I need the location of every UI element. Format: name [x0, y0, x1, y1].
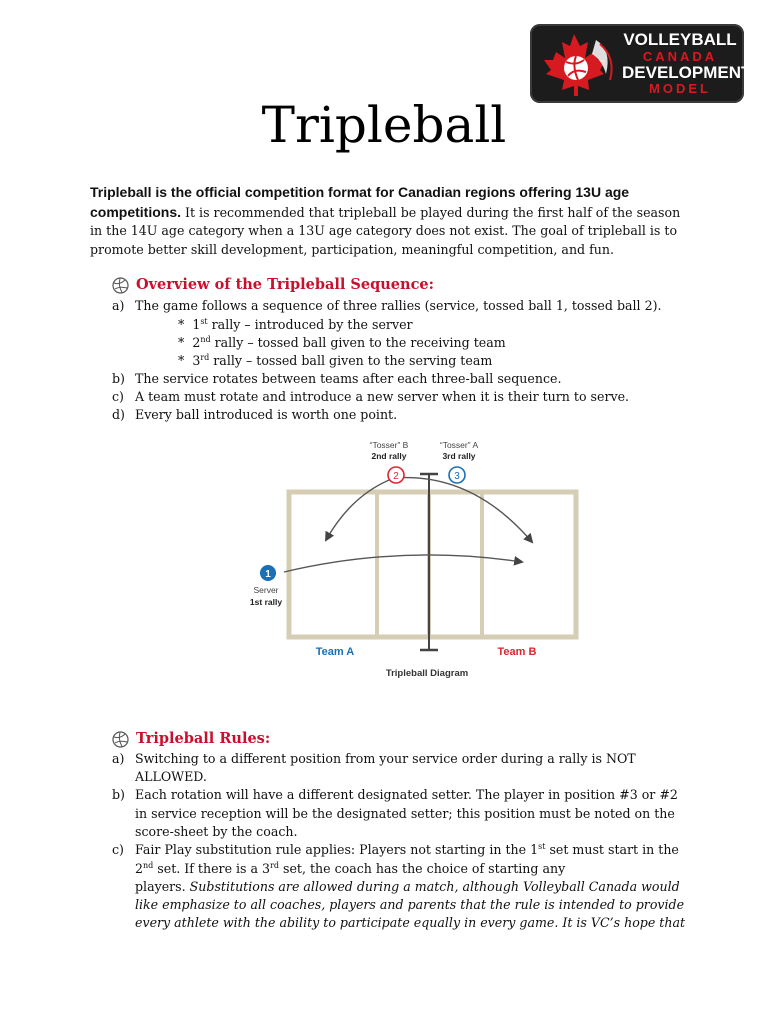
rule-b-line-3: score-sheet by the coach.	[135, 824, 298, 839]
rule-label: b)	[112, 787, 125, 802]
volleyball-icon	[112, 277, 129, 294]
rule-label: c)	[112, 842, 124, 857]
tosser-a-rally: 3rd rally	[442, 451, 476, 461]
circle-1-num: 1	[265, 569, 271, 580]
rule-c-sup: st	[538, 841, 546, 851]
rule-c-text: 2	[135, 861, 144, 876]
item-label: b)	[112, 371, 125, 386]
sub-text: rally – introduced by the server	[207, 317, 413, 332]
sub-num: 3	[192, 353, 201, 368]
circle-2-num: 2	[393, 471, 399, 482]
rule-c-line-2	[135, 860, 705, 879]
tosser-b-rally: 2nd rally	[371, 451, 407, 461]
rule-c-italic: Substitutions are allowed during a match, although Volleyball Canada would	[189, 879, 680, 894]
toss-b-arrow	[326, 478, 394, 540]
intro-rest: It is recommended that tripleball be played during the first half of the season in the 14U age category when a 13U age category does not exist. The goal of tripleball is to promote better skill development, participation, meaningful competition, and fun.	[90, 204, 681, 257]
logo-wordmark	[622, 30, 752, 96]
intro-paragraph	[90, 183, 690, 259]
intro-bold: Tripleball is the official competition format for Canadian regions offering 13U age competitions.	[90, 184, 630, 220]
server-label: Server	[253, 585, 279, 595]
sub-item-1: * 1st rally – introduced by the server	[178, 316, 413, 332]
rules-heading-text: Tripleball Rules:	[136, 730, 271, 747]
sub-item-2: * 2nd rally – tossed ball given to the receiving team	[178, 334, 506, 350]
diagram-caption: Tripleball Diagram	[385, 668, 469, 679]
toss-a-arrow	[394, 478, 532, 542]
rule-a-line-2: ALLOWED.	[135, 769, 207, 784]
volleyball-icon	[112, 731, 129, 748]
logo-line-3: DEVELOPMENT	[622, 63, 752, 82]
item-text: The service rotates between teams after each three-ball sequence.	[135, 371, 562, 386]
rules-heading	[112, 730, 270, 747]
sub-sup: nd	[200, 334, 211, 344]
rule-b-line-1: Each rotation will have a different designated setter. The player in position #3 or #2	[135, 787, 678, 802]
sub-num: 2	[192, 335, 201, 350]
rule-a-line-1: Switching to a different position from your service order during a rally is NOT	[135, 751, 636, 766]
logo-line-2: CANADA	[642, 49, 718, 64]
item-label: d)	[112, 407, 125, 422]
server-rally: 1st rally	[249, 597, 283, 607]
rule-c-line-5: every athlete with the ability to participate equally in every game. It is VC’s hope that	[135, 915, 686, 930]
sub-text: rally – tossed ball given to the serving team	[209, 353, 493, 368]
logo-line-1: VOLLEYBALL	[623, 30, 737, 49]
sub-item-3: * 3rd rally – tossed ball given to the serving team	[178, 352, 493, 368]
rule-c-line-3	[135, 878, 705, 897]
team-a-label: Team A	[315, 646, 355, 658]
rule-label: a)	[112, 751, 125, 766]
sub-sup: rd	[200, 352, 210, 362]
item-text: The game follows a sequence of three rallies (service, tossed ball 1, tossed ball 2).	[135, 298, 662, 313]
item-text: Every ball introduced is worth one point.	[135, 407, 398, 422]
item-label: c)	[112, 389, 124, 404]
sub-num: 1	[192, 317, 201, 332]
tosser-a-label: “Tosser” A	[439, 440, 479, 450]
rule-c-text: set must start in the	[545, 842, 679, 857]
serve-arrow	[284, 555, 522, 572]
rule-c-sup: nd	[143, 860, 154, 870]
rule-c-text: players.	[135, 879, 190, 894]
sub-sup: st	[200, 316, 208, 326]
volleyball-canada-logo	[530, 24, 752, 103]
page-title: Tripleball	[261, 96, 507, 154]
rule-b-line-2: in service reception will be the designated setter; this position must be noted on the	[135, 806, 675, 821]
rule-c-line-4: like emphasize to all coaches, players and parents that the rule is intended to provide	[135, 897, 685, 912]
tripleball-diagram	[232, 432, 617, 684]
sub-text: rally – tossed ball given to the receiving team	[210, 335, 506, 350]
team-b-label: Team B	[497, 646, 537, 658]
rule-c-sup: rd	[270, 860, 279, 870]
tosser-b-label: “Tosser” B	[369, 440, 409, 450]
maple-leaf-volleyball-icon	[536, 30, 622, 98]
rule-c-text: Fair Play substitution rule applies: Players not starting in the 1	[135, 842, 539, 857]
item-label: a)	[112, 298, 125, 313]
logo-line-4: MODEL	[649, 81, 711, 96]
item-text: A team must rotate and introduce a new server when it is their turn to serve.	[135, 389, 630, 404]
rule-c-text: set, the coach has the choice of starting any	[279, 861, 566, 876]
rule-c-line-1	[135, 841, 705, 860]
court-boundary	[289, 492, 576, 637]
rule-c-text: set. If there is a 3	[153, 861, 271, 876]
overview-heading	[112, 276, 434, 293]
overview-heading-text: Overview of the Tripleball Sequence:	[136, 276, 434, 293]
circle-3-num: 3	[454, 471, 460, 482]
